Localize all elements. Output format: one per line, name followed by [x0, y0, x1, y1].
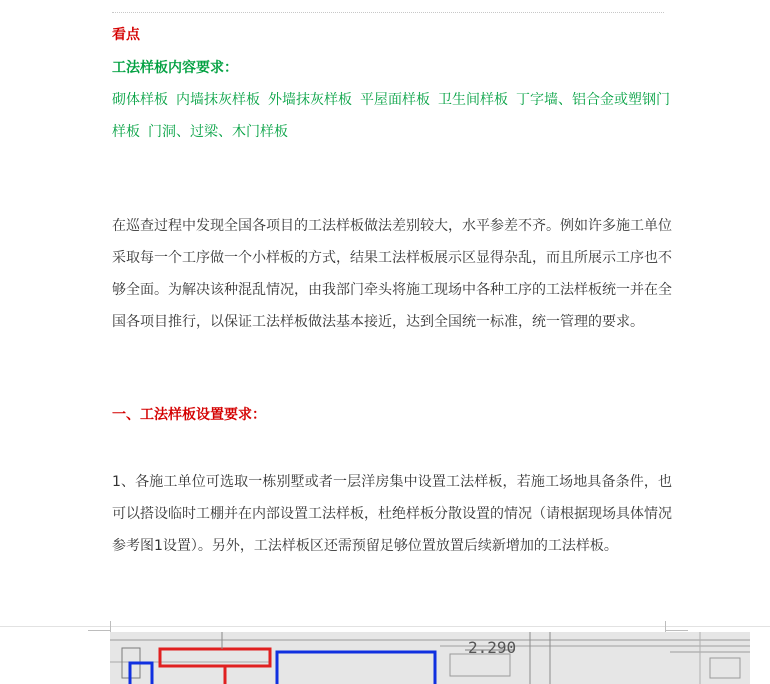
dimension-label: 2.290 — [468, 638, 517, 657]
link-masonry-sample[interactable]: 砌体样板 — [112, 92, 168, 108]
floor-plan-image — [110, 632, 750, 684]
floor-plan-drawing — [110, 632, 750, 684]
link-interior-plaster-sample[interactable]: 内墙抹灰样板 — [176, 92, 260, 108]
highlight-label: 看点 — [112, 27, 140, 43]
link-door-opening-lintel-sample[interactable]: 门洞、过梁、木门样板 — [148, 124, 288, 140]
link-flat-roof-sample[interactable]: 平屋面样板 — [360, 92, 430, 108]
sample-links — [112, 84, 672, 148]
crop-mark-left-lower — [88, 630, 111, 640]
section-heading: 一、工法样板设置要求： — [112, 407, 266, 423]
requirements-heading: 工法样板内容要求： — [112, 60, 238, 76]
link-t-wall-door-sample[interactable]: 丁字墙、铝合金或塑钢门样板 — [112, 92, 670, 140]
link-exterior-plaster-sample[interactable]: 外墙抹灰样板 — [268, 92, 352, 108]
intro-paragraph: 在巡查过程中发现全国各项目的工法样板做法差别较大，水平参差不齐。例如许多施工单位采取每一个工序做一个小样板的方式，结果工法样板展示区显得杂乱，而且所展示工序也不够全面。为解决该种混乱情况，由我部门牵头将施工现场中各种工序的工法样板统一并在全国各项目推行，以保证工法样板做法基本接近，达到全国统一标准，统一管理的要求。 — [112, 218, 672, 330]
top-divider — [112, 12, 664, 13]
page-separator — [0, 626, 770, 627]
section-paragraph: 1、各施工单位可选取一栋别墅或者一层洋房集中设置工法样板，若施工场地具备条件，也可以搭设临时工棚并在内部设置工法样板，杜绝样板分散设置的情况（请根据现场具体情况参考图1设置）。另外，工法样板区还需预留足够位置放置后续新增加的工法样板。 — [112, 474, 672, 554]
link-bathroom-sample[interactable]: 卫生间样板 — [438, 92, 508, 108]
